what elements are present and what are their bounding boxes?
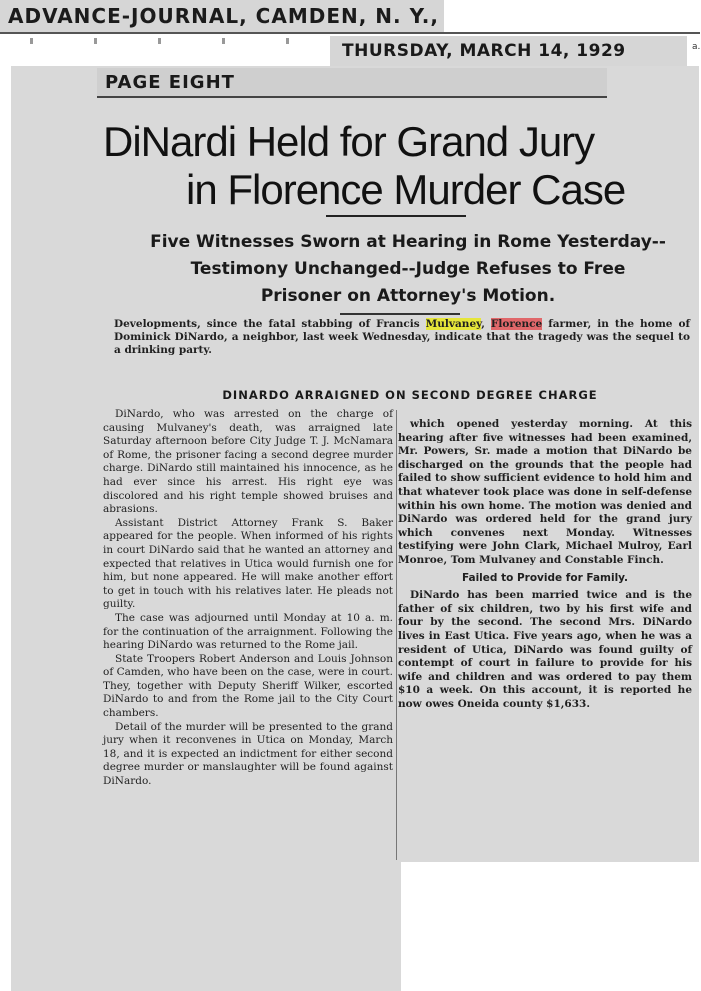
masthead-rule xyxy=(0,32,700,34)
highlight-florence: Florence xyxy=(490,318,543,330)
headline-line-1: DiNardi Held for Grand Jury xyxy=(103,118,595,165)
left-paragraph-5: Detail of the murder will be presented to the grand jury when it reconvenes in Utica on Monday, March 18, and it is expected an indictment for either second degree murder or manslaughter will be found against DiNardo. xyxy=(103,720,393,788)
lead-text-middle: , xyxy=(481,318,491,330)
lead-paragraph xyxy=(114,318,690,357)
right-paragraph-1: which opened yesterday morning. At this hearing after five witnesses had been examined, Mr. Powers, Sr. made a motion that DiNardo be discharged on the grounds that the people had failed to show sufficient evidence to hold him and that whatever took place was done in self-defense within his own home. The motion was denied and DiNardo was ordered held for the grand jury which convenes next Monday. Witnesses testifying were John Clark, Michael Mulroy, Earl Monroe, Tom Mulvaney and Constable Finch. xyxy=(398,418,692,566)
side-mark: a. xyxy=(692,42,701,52)
dateline: THURSDAY, MARCH 14, 1929 xyxy=(330,36,687,66)
deck-line-3: Prisoner on Attorney's Motion. xyxy=(260,286,556,306)
lead-text-before: Developments, since the fatal stabbing of Francis xyxy=(114,318,426,330)
highlight-mulvaney: Mulvaney xyxy=(425,318,482,330)
masthead: ADVANCE-JOURNAL, CAMDEN, N. Y., xyxy=(0,0,444,32)
column-divider xyxy=(396,410,397,860)
headline-line-2: in Florence Murder Case xyxy=(186,166,626,213)
left-column xyxy=(103,408,393,789)
right-column xyxy=(398,418,692,711)
right-subhead: Failed to Provide for Family. xyxy=(461,571,629,584)
left-paragraph-1: DiNardo, who was arrested on the charge of causing Mulvaney's death, was arraigned late Saturday afternoon before City Judge T. J. McNamara of Rome, the prisoner facing a second degree murder charge. DiNardo still maintained his innocence, as he had ever since his arrest. His right eye was discolored and his right temple showed bruises and abrasions. xyxy=(103,408,393,516)
page-label: PAGE EIGHT xyxy=(97,68,607,98)
lead-text-after: farmer, in the home of Dominick DiNardo, a neighbor, last week Wednesday, indicate that the tragedy was the sequel to a drinking party. xyxy=(114,318,690,356)
deck-rule xyxy=(340,313,460,315)
left-paragraph-2: Assistant District Attorney Frank S. Baker appeared for the people. When informed of his rights in court DiNardo said that he wanted an attorney and expected that relatives in Utica would furnish one for him, but none appeared. He will make another effort to get in touch with his relatives later. He pleads not guilty. xyxy=(103,516,393,611)
dotted-rule xyxy=(30,38,330,44)
right-paragraph-2: DiNardo has been married twice and is the father of six children, two by his first wife and four by the second. The second Mrs. DiNardo lives in East Utica. Five years ago, when he was a resident of Utica, DiNardo was found guilty of contempt of court in failure to provide for his wife and children and was ordered to pay them $10 a week. On this account, it is reported he now owes Oneida county $1,633. xyxy=(398,589,692,710)
deck-line-2: Testimony Unchanged--Judge Refuses to Free xyxy=(190,259,626,279)
clipping-lower-left xyxy=(11,862,401,991)
left-paragraph-3: The case was adjourned until Monday at 10 a. m. for the continuation of the arraignment. Following the hearing DiNardo was returned to the Rome jail. xyxy=(103,611,393,652)
headline-rule xyxy=(326,215,466,217)
left-paragraph-4: State Troopers Robert Anderson and Louis Johnson of Camden, who have been on the case, were in court. They, together with Deputy Sheriff Wilker, escorted DiNardo to and from the Rome jail to the City Court chambers. xyxy=(103,652,393,720)
section-subhead: DINARDO ARRAIGNED ON SECOND DEGREE CHARGE xyxy=(222,388,598,402)
blank-area xyxy=(401,862,701,991)
deck-line-1: Five Witnesses Sworn at Hearing in Rome Yesterday-- xyxy=(150,232,666,252)
